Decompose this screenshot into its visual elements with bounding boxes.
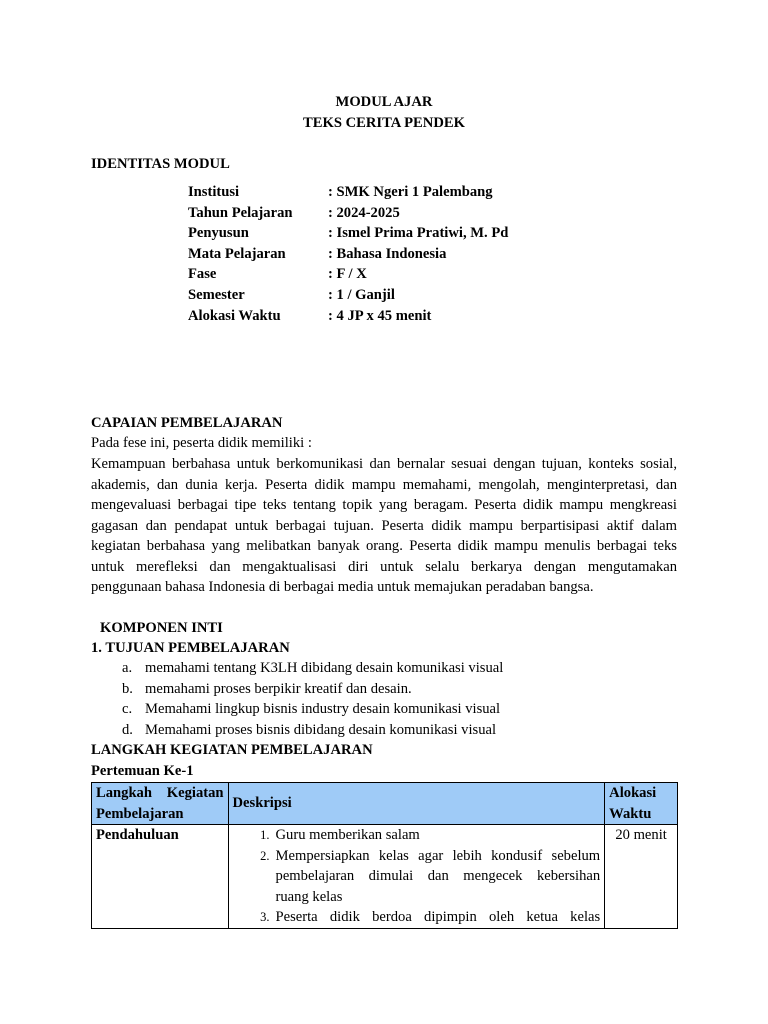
identitas-value: : Bahasa Indonesia <box>328 245 447 262</box>
step-number: 3. <box>260 910 270 924</box>
paragraph-line: gagasan dan pendapat untuk berbagai tujuan. Peserta didik mampu berpartisipasi aktif dalam <box>91 517 677 534</box>
phase-cell: Pendahuluan <box>92 825 229 929</box>
identitas-value: : 4 JP x 45 menit <box>328 307 432 324</box>
identitas-row <box>188 306 508 327</box>
paragraph-line: untuk merefleksi dan mengaktualisasi diri untuk selalu berkarya dengan mengutamakan <box>91 558 677 575</box>
header-alokasi-line1: Alokasi <box>609 785 657 801</box>
identitas-key: Fase <box>188 266 217 283</box>
identitas-table <box>188 182 508 326</box>
identitas-key: Penyusun <box>188 225 249 242</box>
kegiatan-table <box>91 782 678 929</box>
identitas-row <box>188 264 508 285</box>
identitas-key: Alokasi Waktu <box>188 307 281 324</box>
identitas-key: Semester <box>188 286 245 303</box>
identitas-value: : Ismel Prima Pratiwi, M. Pd <box>328 225 509 242</box>
header-langkah <box>92 783 229 825</box>
pertemuan-label: Pertemuan Ke-1 <box>91 763 194 779</box>
step-line: Mempersiapkan kelas agar lebih kondusif sebelum <box>275 847 601 864</box>
list-text: memahami proses berpikir kreatif dan desain. <box>145 680 412 697</box>
step-number: 2. <box>260 848 270 863</box>
document-title: MODUL AJAR <box>335 94 433 110</box>
header-langkah-line2: Pembelajaran <box>96 805 184 822</box>
identitas-key: Tahun Pelajaran <box>188 204 293 221</box>
step-line: Guru memberikan salam <box>275 827 420 843</box>
identitas-heading: IDENTITAS MODUL <box>91 156 230 172</box>
description-cell <box>228 825 605 929</box>
capaian-paragraph <box>91 454 677 598</box>
identitas-key: Institusi <box>188 184 240 200</box>
capaian-heading: CAPAIAN PEMBELAJARAN <box>91 415 283 431</box>
identitas-value: : F / X <box>328 266 367 283</box>
identitas-row <box>188 244 508 265</box>
list-item <box>122 658 503 679</box>
step-line: pembelajaran dimulai dan mengecek kebersihan <box>275 868 601 884</box>
step-text <box>276 907 601 928</box>
list-item <box>122 720 503 741</box>
step-text <box>276 825 601 846</box>
list-marker: d. <box>122 721 133 738</box>
list-marker: b. <box>122 680 133 697</box>
step-item <box>251 825 601 846</box>
time-cell: 20 menit <box>605 825 678 929</box>
step-number: 1. <box>260 828 270 842</box>
tujuan-list <box>122 658 503 740</box>
header-alokasi <box>605 783 678 825</box>
capaian-intro: Pada fese ini, peserta didik memiliki : <box>91 435 312 451</box>
langkah-heading: LANGKAH KEGIATAN PEMBELAJARAN <box>91 742 373 758</box>
table-row <box>92 825 678 929</box>
step-list <box>251 825 601 928</box>
tujuan-heading: 1. TUJUAN PEMBELAJARAN <box>91 640 290 656</box>
identitas-value: : 1 / Ganjil <box>328 286 395 303</box>
list-item <box>122 679 503 700</box>
step-item <box>251 907 601 928</box>
header-alokasi-line2: Waktu <box>609 805 652 822</box>
list-marker: c. <box>122 701 133 718</box>
header-langkah-line1: Langkah Kegiatan <box>96 785 224 801</box>
identitas-row <box>188 203 508 224</box>
step-text <box>276 846 601 908</box>
step-line: ruang kelas <box>275 888 343 905</box>
list-item <box>122 699 503 720</box>
document-subtitle: TEKS CERITA PENDEK <box>303 115 465 131</box>
step-item <box>251 846 601 908</box>
list-text: Memahami proses bisnis dibidang desain komunikasi visual <box>145 721 497 738</box>
paragraph-line: kegiatan berbahasa yang melibatkan banyak orang. Peserta didik mampu menulis berbagai teks <box>91 538 677 554</box>
identitas-key: Mata Pelajaran <box>188 245 286 262</box>
identitas-value: : 2024-2025 <box>328 204 400 221</box>
komponen-heading: KOMPONEN INTI <box>100 620 223 636</box>
identitas-row <box>188 223 508 244</box>
table-header-row <box>92 783 678 825</box>
identitas-value: : SMK Ngeri 1 Palembang <box>328 184 493 200</box>
paragraph-line: Kemampuan berbahasa untuk berkomunikasi dan bernalar sesuai dengan tujuan, konteks sosial, <box>91 456 677 472</box>
paragraph-line: akademis, dan dunia kerja. Peserta didik mampu memahami, mengolah, menginterpretasi, dan <box>91 476 677 493</box>
list-text: memahami tentang K3LH dibidang desain komunikasi visual <box>145 660 504 676</box>
paragraph-line: penggunaan bahasa Indonesia di berbagai media untuk memajukan peradaban bangsa. <box>91 579 594 595</box>
paragraph-line: mengevaluasi berbagai tipe teks tentang topik yang beragam. Peserta didik mampu mengkreasi <box>91 497 677 513</box>
identitas-row <box>188 285 508 306</box>
header-deskripsi: Deskripsi <box>228 783 605 825</box>
identitas-row <box>188 182 508 203</box>
step-line: Peserta didik berdoa dipimpin oleh ketua kelas <box>275 909 601 925</box>
list-text: Memahami lingkup bisnis industry desain komunikasi visual <box>145 701 501 718</box>
list-marker: a. <box>122 660 133 676</box>
